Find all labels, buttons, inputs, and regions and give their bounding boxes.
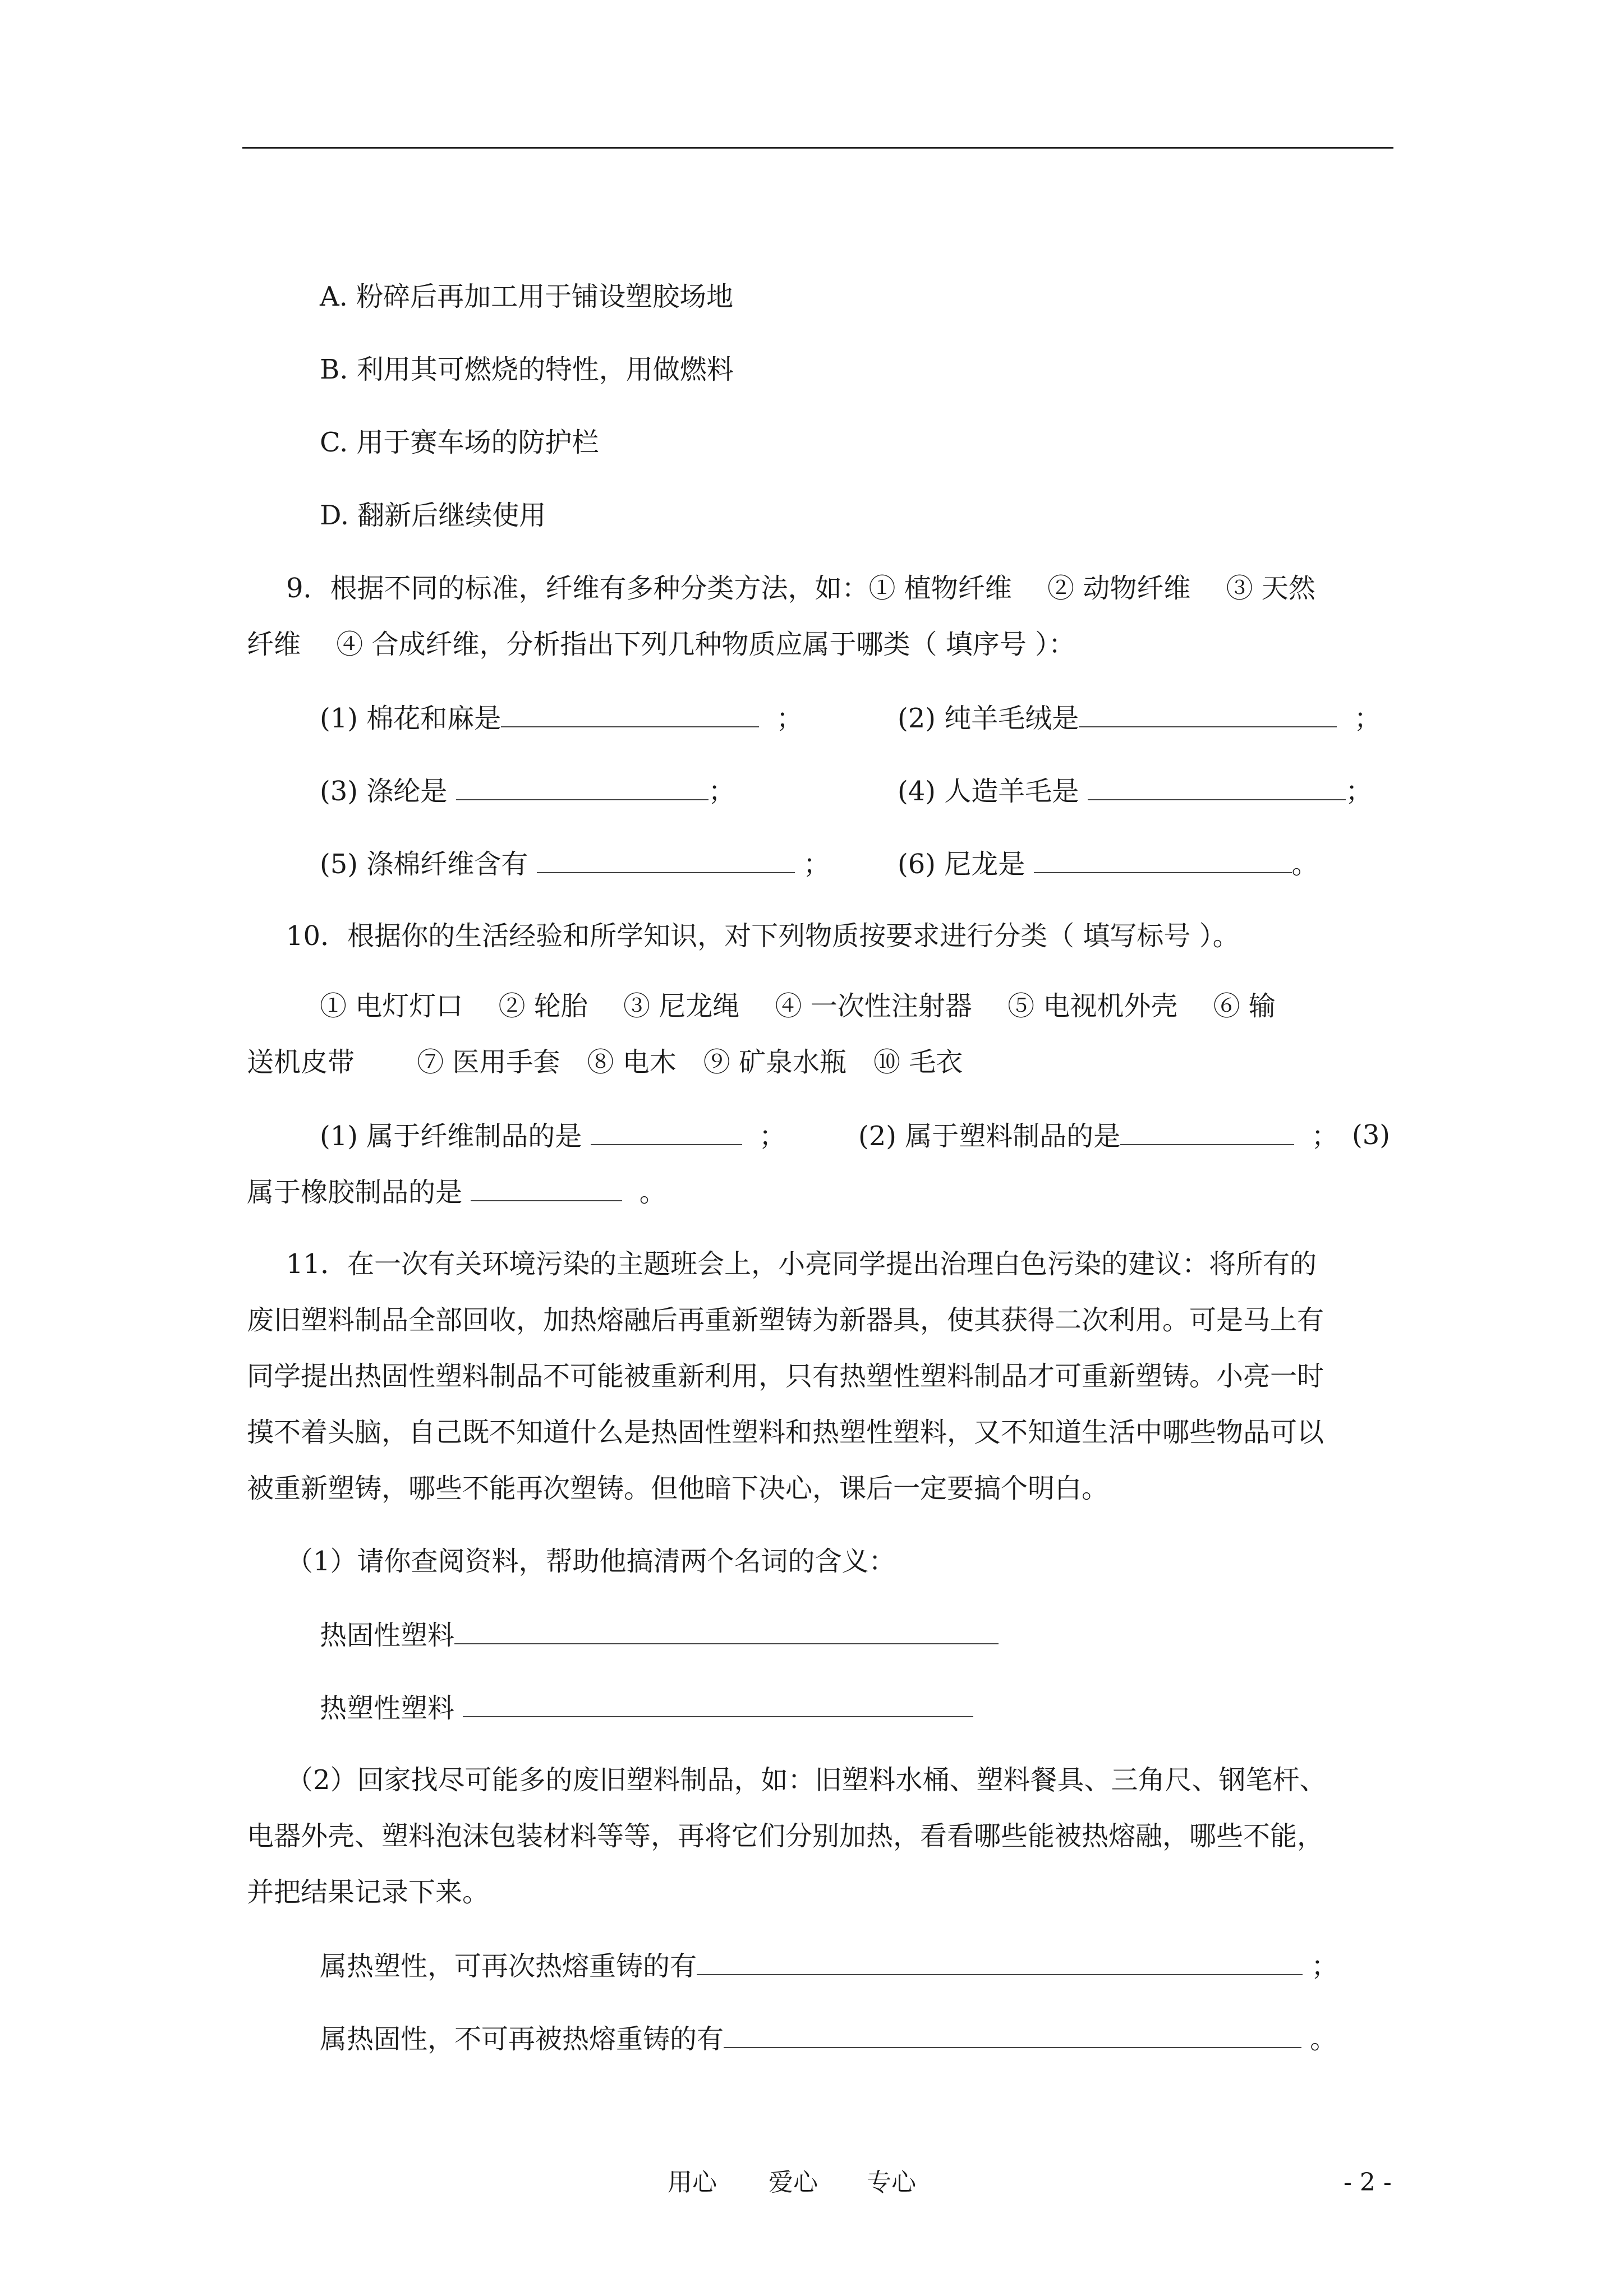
q9-item-2: [898, 704, 1381, 732]
q10-part-3: [247, 1178, 666, 1206]
question-10-line-2: ① 电灯灯口 ② 轮胎 ③ 尼龙绳 ④ 一次性注射器 ⑤ 电视机外壳 ⑥ 输: [320, 990, 1276, 1022]
q9-answer-blank-2[interactable]: [1079, 704, 1337, 727]
q9-answer-blank-5[interactable]: [537, 850, 795, 873]
q11-result-thermoplastic-label: 属热塑性，可再次热熔重铸的有: [320, 1951, 697, 1982]
q9-item-5: [320, 850, 830, 878]
question-10-line-1: 10．根据你的生活经验和所学知识，对下列物质按要求进行分类（ 填写标号 ）。: [286, 920, 1240, 952]
q9-item-2-label: (2) 纯羊毛绒是: [898, 703, 1079, 734]
q11-subquestion-2-line-1: （2）回家找尽可能多的废旧塑料制品，如：旧塑料水桶、塑料餐具、三角尺、钢笔杆、: [286, 1764, 1327, 1796]
q9-item-1-semicolon: ；: [776, 703, 803, 734]
q9-item-4-label: (4) 人造羊毛是: [898, 776, 1079, 807]
q11-result-thermoset: [320, 2025, 1337, 2053]
option-d: D. 翻新后继续使用: [320, 500, 546, 531]
q11-result-2-period: 。: [1310, 2023, 1337, 2055]
q11-subquestion-2-line-2: 电器外壳、塑料泡沫包装材料等等，再将它们分别加热，看看哪些能被热熔融，哪些不能，: [247, 1820, 1324, 1852]
question-11-line-5: 被重新塑铸，哪些不能再次塑铸。但他暗下决心，课后一定要搞个明白。: [247, 1473, 1109, 1504]
q10-answer-blank-3[interactable]: [471, 1178, 622, 1201]
q9-answer-blank-1[interactable]: [501, 704, 759, 727]
q11-result-thermoplastic: [320, 1952, 1338, 1980]
q9-item-6-label: (6) 尼龙是: [898, 849, 1025, 880]
question-9-line-1: 9．根据不同的标准，纤维有多种分类方法，如：① 植物纤维 ② 动物纤维 ③ 天然: [286, 573, 1315, 604]
option-a: A. 粉碎后再加工用于铺设塑胶场地: [320, 281, 734, 312]
q10-part-3-label: 属于橡胶制品的是: [247, 1177, 463, 1208]
thermoplastic-items-blank[interactable]: [697, 1952, 1303, 1975]
q9-answer-blank-6[interactable]: [1034, 850, 1292, 873]
question-11-line-4: 摸不着头脑，自己既不知道什么是热固性塑料和热塑性塑料，又不知道生活中哪些物品可以: [247, 1417, 1324, 1448]
q10-part-1-semicolon: ；: [759, 1121, 786, 1152]
option-b: B. 利用其可燃烧的特性，用做燃料: [320, 354, 734, 385]
q9-item-5-semicolon: ；: [803, 849, 830, 880]
page-number: - 2 -: [1344, 2168, 1392, 2197]
q10-part-2: [858, 1122, 1338, 1150]
q9-item-5-label: (5) 涤棉纤维含有: [320, 849, 528, 880]
thermoset-items-blank[interactable]: [724, 2025, 1301, 2048]
q9-item-1: [320, 704, 803, 732]
question-10-line-3: 送机皮带 ⑦ 医用手套 ⑧ 电木 ⑨ 矿泉水瓶 ⑩ 毛衣: [247, 1046, 963, 1078]
q9-item-3: [320, 777, 735, 805]
question-9-line-2: 纤维 ④ 合成纤维，分析指出下列几种物质应属于哪类（ 填序号 ）：: [247, 629, 1076, 660]
q10-part-3-period: 。: [639, 1177, 666, 1208]
q11-thermoset-row: [320, 1621, 999, 1649]
question-11-line-1: 11．在一次有关环境污染的主题班会上，小亮同学提出治理白色污染的建议：将所有的: [286, 1248, 1317, 1280]
q11-result-1-semicolon: ；: [1311, 1951, 1338, 1982]
q10-answer-blank-2[interactable]: [1120, 1122, 1294, 1145]
q11-subquestion-1: （1）请你查阅资料，帮助他搞清两个名词的含义：: [286, 1546, 896, 1577]
q10-part-2-label: (2) 属于塑料制品的是: [858, 1121, 1121, 1152]
q11-thermoplastic-row: [320, 1694, 973, 1722]
q9-item-4: [898, 777, 1373, 805]
footer-motto-3: 专心: [867, 2168, 916, 2197]
q9-answer-blank-3[interactable]: [456, 777, 709, 800]
q9-item-6-period: 。: [1291, 849, 1319, 880]
q11-thermoset-label: 热固性塑料: [320, 1620, 455, 1651]
q11-result-thermoset-label: 属热固性，不可再被热熔重铸的有: [320, 2023, 724, 2055]
thermoset-definition-blank[interactable]: [454, 1621, 999, 1644]
option-c: C. 用于赛车场的防护栏: [320, 427, 599, 458]
footer-motto-2: 爱心: [769, 2168, 818, 2197]
q11-thermoplastic-label: 热塑性塑料: [320, 1693, 455, 1724]
q10-part-3-number: (3): [1352, 1119, 1390, 1151]
q9-item-2-semicolon: ；: [1354, 703, 1381, 734]
q9-item-3-semicolon: ；: [708, 776, 735, 807]
q9-item-3-label: (3) 涤纶是: [320, 776, 448, 807]
q11-subquestion-2-line-3: 并把结果记录下来。: [247, 1877, 490, 1908]
q9-item-4-semicolon: ；: [1345, 776, 1373, 807]
q10-part-1-label: (1) 属于纤维制品的是: [320, 1121, 582, 1152]
q9-item-1-label: (1) 棉花和麻是: [320, 703, 502, 734]
q10-part-2-semicolon: ；: [1311, 1121, 1338, 1152]
q9-answer-blank-4[interactable]: [1088, 777, 1346, 800]
thermoplastic-definition-blank[interactable]: [463, 1694, 973, 1717]
question-11-line-2: 废旧塑料制品全部回收，加热熔融后再重新塑铸为新器具，使其获得二次利用。可是马上有: [247, 1304, 1324, 1336]
header-rule: [242, 147, 1393, 149]
footer-motto-1: 用心: [668, 2168, 717, 2197]
question-11-line-3: 同学提出热固性塑料制品不可能被重新利用，只有热塑性塑料制品才可重新塑铸。小亮一时: [247, 1361, 1324, 1392]
q9-item-6: [898, 850, 1319, 878]
q10-part-1: [320, 1122, 786, 1150]
q10-answer-blank-1[interactable]: [591, 1122, 742, 1145]
